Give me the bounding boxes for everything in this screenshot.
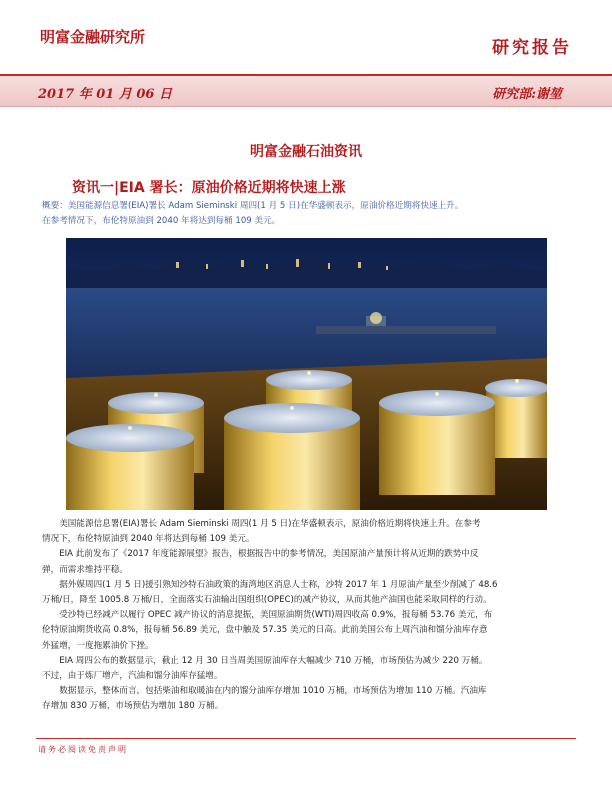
body-line: 据外媒周四(1 月 5 日)援引熟知沙特石油政策的海湾地区消息人士称，沙特 2017 年 1 月原油产量至少削减了 48.6 (59, 579, 498, 590)
abstract (42, 199, 574, 229)
body-line: 不过，由于炼厂增产，汽油和馏分油库存猛增。 (42, 671, 223, 682)
paragraph (42, 547, 574, 577)
body-line: 万桶/日，降至 1005.8 万桶/日，全面落实石油输出国组织(OPEC)的减产协议，从而其他产油国也能采取同样的行动。 (42, 595, 492, 606)
paragraph (42, 684, 574, 714)
paragraph (42, 654, 574, 684)
body-line: 数据显示，整体而言，包括柴油和取暖油在内的馏分油库存增加 1010 万桶，市场预估为增加 110 万桶。汽油库 (59, 686, 487, 697)
body-line: 外猛增，一度拖累油价下挫。 (42, 640, 154, 651)
paragraph (42, 517, 574, 547)
body-line: 存增加 830 万桶，市场预估为增加 180 万桶。 (42, 701, 224, 712)
body-line: 伦特原油期货收高 0.8%，报每桶 56.89 美元，盘中触及 57.35 美元的日高。此前美国公布上周汽油和馏分油库存意 (42, 625, 488, 636)
report-author: 研究部:谢堃 (492, 87, 562, 102)
abstract-line: 概要：美国能源信息署(EIA)署长 Adam Sieminski 周四(1 月 5 日)在华盛顿表示，原油价格近期将快速上升。 (42, 201, 464, 211)
section-title: 资讯一|EIA 署长：原油价格近期将快速上涨 (72, 180, 346, 196)
body-line: EIA 周四公布的数据显示，截止 12 月 30 日当周美国原油库存大幅减少 710 万桶，市场预估为减少 220 万桶。 (59, 655, 488, 666)
document-title: 明富金融石油资讯 (250, 144, 362, 160)
oil-tanks-photo (66, 238, 547, 510)
paragraph (42, 608, 574, 654)
report-date: 2017 年 01 月 06 日 (38, 87, 172, 102)
company-logo: 明富金融研究所 (40, 28, 146, 46)
body-line: 美国能源信息署(EIA)署长 Adam Sieminski 周四(1 月 5 日)在华盛顿表示，原油价格近期将快速上升。在参考 (59, 519, 481, 529)
report-label: 研究报告 (492, 38, 572, 58)
body-line: 情况下，布伦特原油到 2040 年将达到每桶 109 美元。 (42, 534, 255, 545)
footer-divider (36, 738, 576, 739)
article-body (42, 517, 574, 715)
paragraph (42, 578, 574, 608)
body-line: 受沙特已经减产以履行 OPEC 减产协议的消息提振，美国原油期货(WTI)周四收高 0.9%，报每桶 53.76 美元，布 (59, 610, 493, 621)
body-line: 弹，而需求维持平稳。 (42, 564, 128, 575)
body-line: EIA 此前发布了《2017 年度能源展望》报告，根据报告中的参考情况，美国原油产量预计将从近期的跌势中反 (59, 549, 479, 560)
footer-disclaimer: 请务必阅读免责声明 (38, 745, 128, 754)
abstract-line: 在参考情况下，布伦特原油到 2040 年将达到每桶 109 美元。 (42, 216, 281, 226)
date-band (0, 74, 612, 107)
